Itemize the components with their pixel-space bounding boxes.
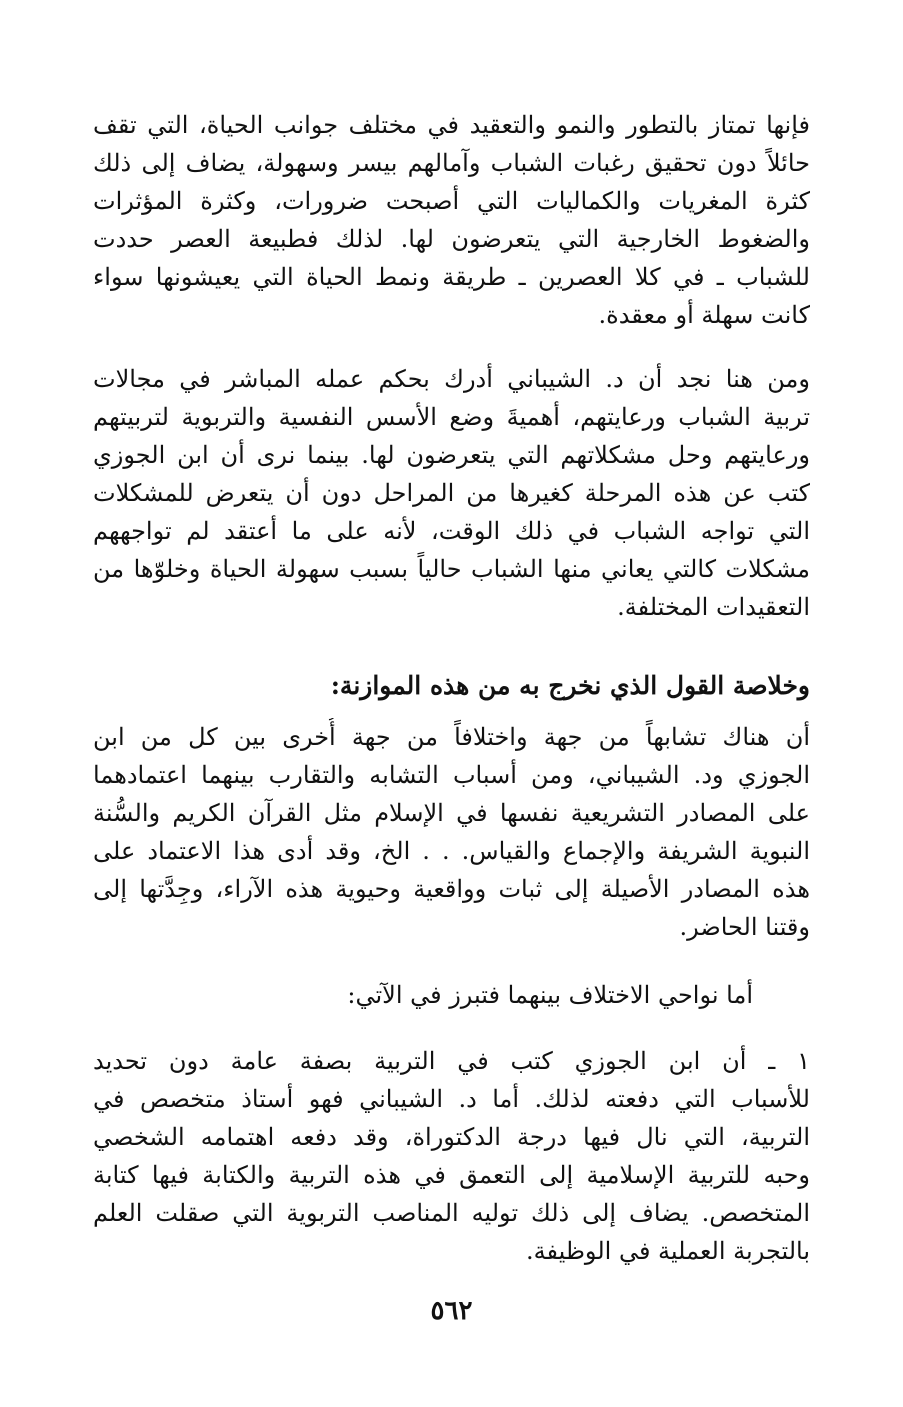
text-line: مشكلات كالتي يعاني منها الشباب حالياً بسبب سهولة الحياة وخلوّها من xyxy=(93,555,810,583)
differences-intro: أما نواحي الاختلاف بينهما فتبرز في الآتي: xyxy=(347,981,753,1009)
text-line: على المصادر التشريعية نفسها في الإسلام مثل القرآن الكريم والسُّنة xyxy=(93,799,810,827)
text-line: ومن هنا نجد أن د. الشيباني أدرك بحكم عمله المباشر في مجالات xyxy=(93,365,810,393)
text-line: وحبه للتربية الإسلامية إلى التعمق في هذه التربية والكتابة فيها كتابة xyxy=(93,1161,810,1189)
page-number: ٥٦٢ xyxy=(430,1296,473,1326)
text-line: النبوية الشريفة والإجماع والقياس. . . الخ، وقد أدى هذا الاعتماد على xyxy=(93,837,810,865)
text-line: الجوزي ود. الشيباني، ومن أسباب التشابه والتقارب بينهما اعتمادهما xyxy=(93,761,810,789)
text-line: التعقيدات المختلفة. xyxy=(617,593,810,621)
text-line: للشباب ـ في كلا العصرين ـ طريقة ونمط الحياة التي يعيشونها سواء xyxy=(93,263,810,291)
text-line: للأسباب التي دفعته لذلك. أما د. الشيباني فهو أستاذ متخصص في xyxy=(93,1085,810,1113)
text-line: كتب عن هذه المرحلة كغيرها من المراحل دون أن يتعرض للمشكلات xyxy=(93,479,810,507)
text-line: هذه المصادر الأصيلة إلى ثبات وواقعية وحيوية هذه الآراء، وجِدَّتها إلى xyxy=(93,875,810,903)
text-line: تربية الشباب ورعايتهم، أهميةَ وضع الأسس النفسية والتربوية لتربيتهم xyxy=(93,403,810,431)
text-line: ١ ـ أن ابن الجوزي كتب في التربية بصفة عامة دون تحديد xyxy=(93,1047,810,1075)
text-line: بالتجربة العملية في الوظيفة. xyxy=(525,1237,810,1265)
text-line: التي تواجه الشباب في ذلك الوقت، لأنه على ما أعتقد لم تواجههم xyxy=(93,517,810,545)
text-line: فإنها تمتاز بالتطور والنمو والتعقيد في مختلف جوانب الحياة، التي تقف xyxy=(93,111,810,139)
text-line: والضغوط الخارجية التي يتعرضون لها. لذلك فطبيعة العصر حددت xyxy=(93,225,810,253)
summary-paragraph xyxy=(93,718,810,946)
text-line: التربية، التي نال فيها درجة الدكتوراة، وقد دفعه اهتمامه الشخصي xyxy=(93,1123,810,1151)
text-line: حائلاً دون تحقيق رغبات الشباب وآمالهم بيسر وسهولة، يضاف إلى ذلك xyxy=(93,149,810,177)
paragraph-1 xyxy=(93,106,810,334)
text-line: كثرة المغريات والكماليات التي أصبحت ضرورات، وكثرة المؤثرات xyxy=(93,187,810,215)
text-line: كانت سهلة أو معقدة. xyxy=(598,301,810,329)
text-line: المتخصص. يضاف إلى ذلك توليه المناصب التربوية التي صقلت العلم xyxy=(93,1199,810,1227)
text-line: وقتنا الحاضر. xyxy=(679,913,810,941)
text-line: ورعايتهم وحل مشكلاتهم التي يتعرضون لها. بينما نرى أن ابن الجوزي xyxy=(93,441,810,469)
text-line: أن هناك تشابهاً من جهة واختلافاً من جهة أُخرى بين كل من ابن xyxy=(93,723,810,751)
section-heading: وخلاصة القول الذي نخرج به من هذه الموازنة: xyxy=(330,671,810,700)
point-1-paragraph xyxy=(93,1042,810,1270)
paragraph-2 xyxy=(93,360,810,626)
